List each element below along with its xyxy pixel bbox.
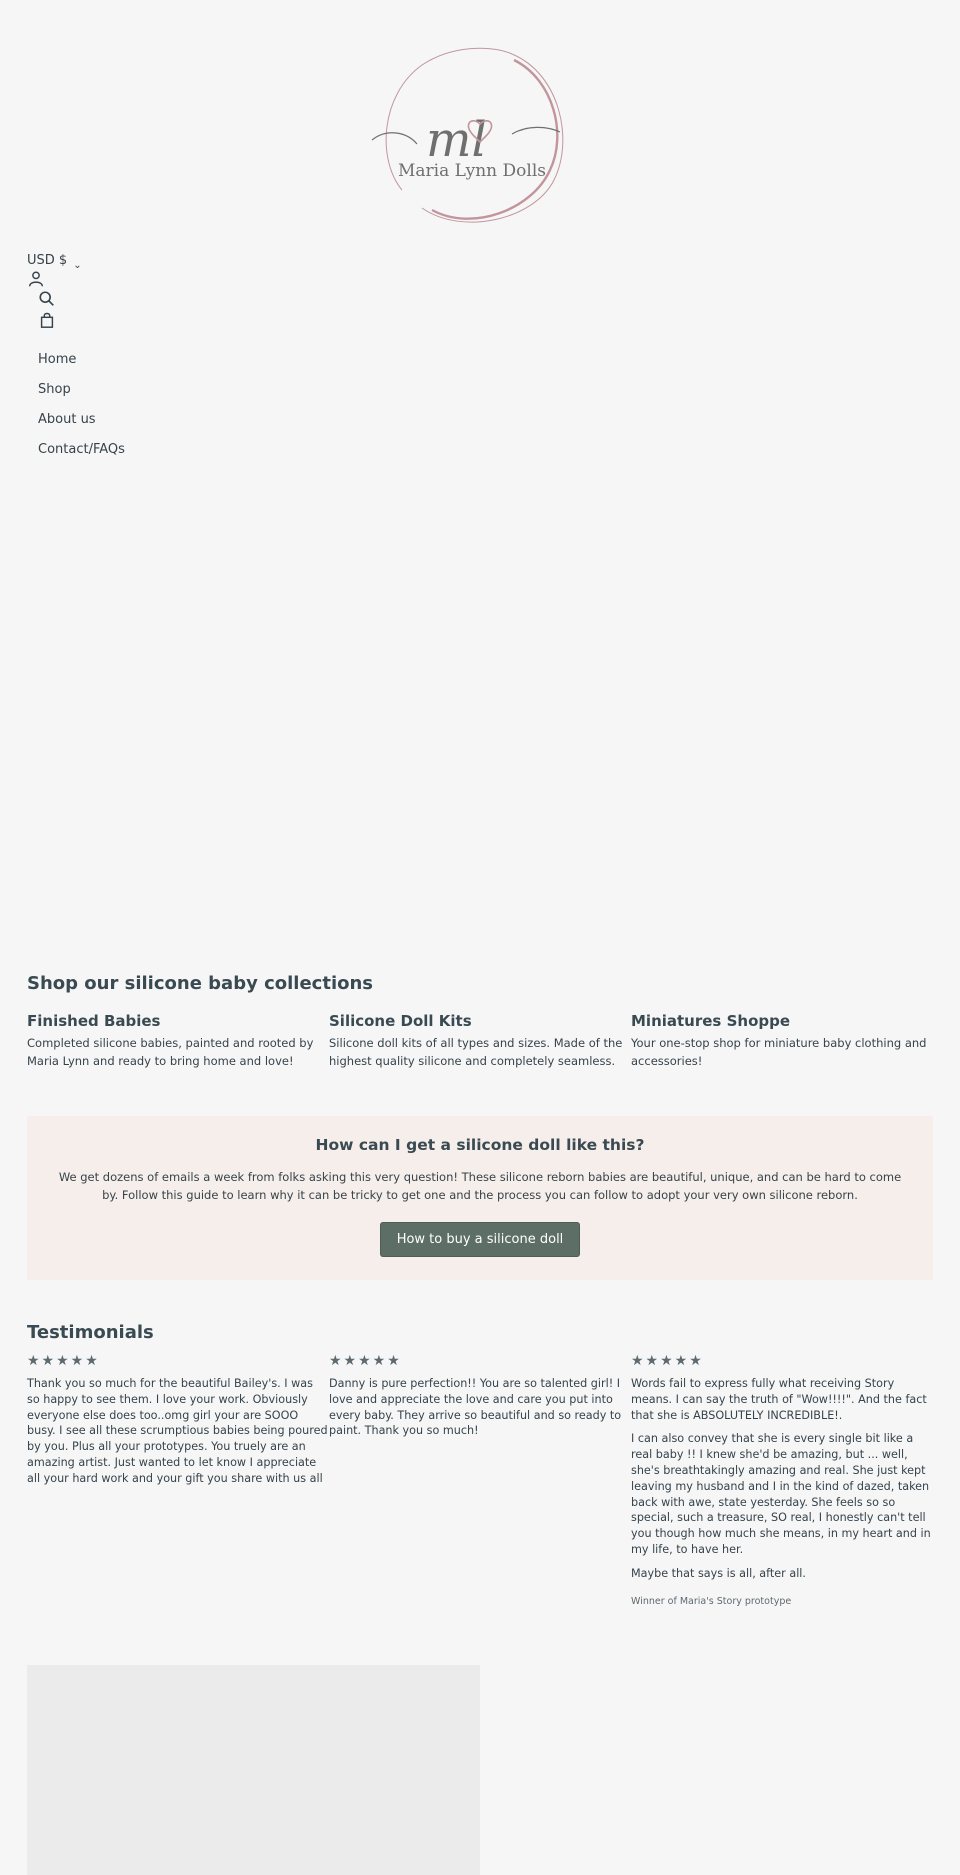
testimonials-list — [27, 1353, 933, 1609]
currency-selector[interactable] — [27, 250, 82, 271]
collection-card-finished-babies[interactable] — [27, 1012, 329, 1070]
star-rating: ★★★★★ — [329, 1353, 402, 1369]
testimonial-author: Winner of Maria's Story prototype — [631, 1595, 792, 1607]
collection-title[interactable]: Silicone Doll Kits — [329, 1012, 472, 1030]
main-nav — [38, 350, 125, 470]
collection-card-miniatures[interactable] — [631, 1012, 933, 1070]
collections-title: Shop our silicone baby collections — [27, 973, 374, 994]
testimonial-text: Words fail to express fully what receiving Story means. I can say the truth of "Wow!!!!". And the fact that she is ABSOLUTELY INCREDIBLE!. — [631, 1377, 927, 1422]
collection-description: Completed silicone babies, painted and rooted by Maria Lynn and ready to bring home and love! — [27, 1036, 314, 1068]
collections-list — [27, 1012, 933, 1070]
currency-label: USD $ — [27, 253, 68, 268]
user-icon[interactable] — [27, 270, 47, 290]
testimonial-text: Danny is pure perfection!! You are so talented girl! I love and appreciate the love and care you put into every baby. They arrive so beautiful and so ready to paint. Thank you so much! — [329, 1377, 622, 1438]
guide-title: How can I get a silicone doll like this? — [315, 1136, 645, 1154]
collections-section — [27, 973, 933, 1070]
logo-text: Maria Lynn Dolls — [397, 161, 547, 181]
testimonials-section — [27, 1322, 933, 1609]
how-to-buy-button[interactable]: How to buy a silicone doll — [380, 1222, 580, 1257]
collection-title[interactable]: Miniatures Shoppe — [631, 1012, 791, 1030]
chevron-down-icon: ⌄ — [73, 260, 82, 271]
nav-item-shop[interactable]: Shop — [38, 382, 71, 397]
collection-title[interactable]: Finished Babies — [27, 1012, 161, 1030]
buying-guide-callout — [27, 1116, 933, 1280]
star-rating: ★★★★★ — [631, 1353, 704, 1369]
collection-card-doll-kits[interactable] — [329, 1012, 631, 1070]
logo[interactable] — [362, 40, 582, 232]
guide-text: We get dozens of emails a week from folks asking this very question! These silicone reborn babies are beautiful, unique, and can be hard to come by. Follow this guide to learn why it can be tricky to get one and the process you can follow to adopt your very own silicone reborn. — [58, 1170, 902, 1202]
collection-description: Your one-stop shop for miniature baby clothing and accessories! — [631, 1036, 927, 1068]
testimonial-card — [631, 1353, 933, 1609]
star-rating: ★★★★★ — [27, 1353, 100, 1369]
testimonial-text: Thank you so much for the beautiful Bailey's. I was so happy to see them. I love your work. Obviously everyone else does too..omg girl your are SOOO busy. I see all these scrumptious babies being poured by you. Plus all your prototypes. You truely are an amazing artist. Just wanted to let know I appreciate all your hard work and your gift you share with us all — [27, 1377, 328, 1485]
image-placeholder — [27, 1665, 480, 1875]
logo-graphic — [362, 40, 582, 232]
testimonial-text: Maybe that says is all, after all. — [631, 1566, 806, 1580]
nav-item-home[interactable]: Home — [38, 352, 77, 367]
testimonial-card — [329, 1353, 631, 1609]
testimonial-text: I can also convey that she is every single bit like a real baby !! I knew she'd be amazing, but ... well, she's breathtakingly amazing and real. She just kept leaving my husband and I in the kind of dazed, taken back with awe, state yesterday. She feels so so special, such a treasure, SO real, I honestly can't tell you though how much she means, in my heart and in my life, to have her. — [631, 1432, 931, 1556]
testimonials-title: Testimonials — [27, 1322, 154, 1343]
logo-monogram: ml — [426, 112, 487, 168]
search-icon[interactable] — [38, 290, 58, 310]
nav-item-contact[interactable]: Contact/FAQs — [38, 442, 125, 457]
testimonial-card — [27, 1353, 329, 1609]
bag-icon[interactable] — [38, 311, 58, 331]
nav-item-about[interactable]: About us — [38, 412, 96, 427]
collection-description: Silicone doll kits of all types and sizes. Made of the highest quality silicone and completely seamless. — [329, 1036, 623, 1068]
